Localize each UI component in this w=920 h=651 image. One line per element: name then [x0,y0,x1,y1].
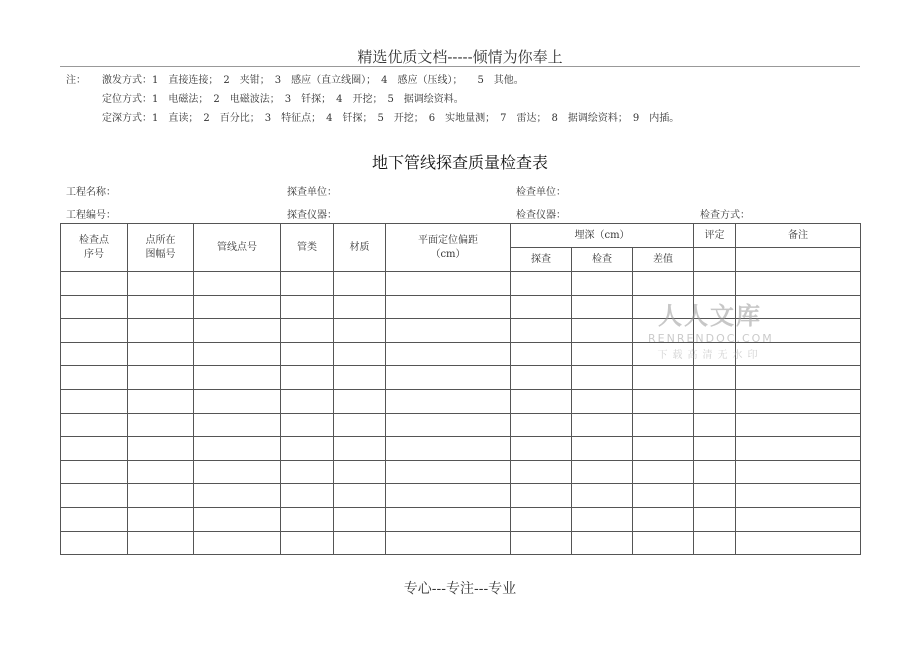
table-cell [572,507,633,531]
table-cell [633,272,694,296]
survey-unit-label: 探查单位： [287,187,337,198]
table-row [61,272,861,296]
table-cell [736,484,861,508]
table-cell [334,507,386,531]
table-cell [736,389,861,413]
table-cell [386,507,511,531]
header-remarks-sub [736,248,861,272]
table-cell [511,531,572,555]
table-cell [736,507,861,531]
table-cell [334,484,386,508]
table-cell [572,460,633,484]
table-cell [694,437,736,461]
project-number-label: 工程编号： [66,210,116,221]
check-instrument-label: 检查仪器： [516,210,566,221]
table-cell [633,389,694,413]
header-material: 材质 [334,224,386,272]
table-cell [281,437,334,461]
table-cell [386,389,511,413]
note-text-depth: 定深方式：1 直读； 2 百分比； 3 特征点； 4 钎探； 5 开挖； 6 实地量测； 7 雷达； 8 据调绘资料； 9 内插。 [102,113,680,124]
header-map-sheet-no: 点所在 图幅号 [128,224,194,272]
table-cell [128,366,194,390]
table-cell [694,460,736,484]
table-cell [633,295,694,319]
note-prefix: 注： [66,75,86,86]
table-cell [128,484,194,508]
document-title: 地下管线探查质量检查表 [371,153,548,172]
table-cell [572,272,633,296]
table-cell [61,437,128,461]
header-title: 精选优质文档-----倾情为你奉上 [357,48,563,66]
table-cell [334,342,386,366]
table-cell [281,389,334,413]
table-cell [694,389,736,413]
table-cell [386,413,511,437]
table-cell [736,272,861,296]
table-cell [736,531,861,555]
table-cell [633,413,694,437]
table-cell [128,295,194,319]
table-cell [694,319,736,343]
note-line-excitation [66,74,524,93]
table-cell [694,413,736,437]
table-cell [736,460,861,484]
table-cell [194,484,281,508]
table-cell [694,295,736,319]
table-cell [511,460,572,484]
table-cell [633,437,694,461]
table-cell [694,484,736,508]
header-depth-difference: 差值 [633,248,694,272]
table-cell [633,319,694,343]
table-cell [572,295,633,319]
table-cell [61,389,128,413]
table-row [61,531,861,555]
header-burial-depth: 埋深（cm） [511,224,694,248]
project-name-label: 工程名称： [66,187,116,198]
table-cell [281,319,334,343]
header-remarks: 备注 [736,224,861,248]
table-cell [694,507,736,531]
table-cell [128,531,194,555]
table-cell [194,389,281,413]
table-cell [281,484,334,508]
table-cell [633,342,694,366]
table-cell [572,413,633,437]
table-cell [194,295,281,319]
table-cell [572,366,633,390]
table-cell [194,319,281,343]
table-cell [194,507,281,531]
table-cell [386,342,511,366]
table-cell [61,531,128,555]
header-pipeline-point-no: 管线点号 [194,224,281,272]
table-cell [194,342,281,366]
table-cell [61,413,128,437]
table-cell [194,437,281,461]
table-cell [128,413,194,437]
check-unit-label: 检查单位： [516,187,566,198]
header-evaluation-sub [694,248,736,272]
table-row [61,319,861,343]
table-cell [334,413,386,437]
table-cell [281,531,334,555]
table-row [61,437,861,461]
table-cell [334,531,386,555]
table-row [61,484,861,508]
table-cell [61,366,128,390]
note-line-depth [66,112,680,131]
table-cell [334,319,386,343]
table-cell [61,295,128,319]
table-cell [194,272,281,296]
table-cell [386,531,511,555]
table-cell [511,437,572,461]
table-cell [194,413,281,437]
table-cell [572,319,633,343]
table-cell [128,389,194,413]
table-cell [281,413,334,437]
table-cell [334,389,386,413]
watermark-logo: 人人文库 [658,302,762,330]
table-cell [281,295,334,319]
watermark-site: RENRENDOC.COM [648,332,774,345]
table-cell [334,366,386,390]
table-cell [61,342,128,366]
header-plane-deviation: 平面定位偏距 （cm） [386,224,511,272]
table-cell [128,342,194,366]
header-check-point-no: 检查点 序号 [61,224,128,272]
table-cell [386,295,511,319]
table-cell [281,342,334,366]
table-cell [572,437,633,461]
table-row [61,389,861,413]
table-row [61,460,861,484]
notes-block [66,74,680,131]
table-cell [128,272,194,296]
table-cell [511,319,572,343]
header-depth-check: 检查 [572,248,633,272]
table-cell [128,507,194,531]
watermark-tagline: 下载高清无水印 [657,350,763,361]
table-cell [572,389,633,413]
table-row [61,507,861,531]
table-cell [511,342,572,366]
table-cell [511,484,572,508]
header-divider [60,66,860,67]
table-row [61,366,861,390]
table-cell [386,319,511,343]
table-cell [511,507,572,531]
table-cell [281,460,334,484]
table-cell [194,531,281,555]
table-cell [633,507,694,531]
note-text-excitation: 激发方式：1 直接连接； 2 夹钳； 3 感应（直立线圈）； 4 感应（压线）； 5 其他。 [102,75,524,86]
table-row [61,295,861,319]
table-cell [633,531,694,555]
table-cell [386,460,511,484]
table-body [61,272,861,555]
table-cell [334,272,386,296]
table-cell [61,319,128,343]
table-cell [736,295,861,319]
table-cell [386,366,511,390]
check-method-label: 检查方式： [700,210,750,221]
table-cell [694,342,736,366]
table-cell [281,366,334,390]
table-cell [281,507,334,531]
table-cell [511,295,572,319]
table-cell [386,272,511,296]
table-cell [572,531,633,555]
table-cell [633,366,694,390]
table-cell [633,484,694,508]
table-cell [128,319,194,343]
table-cell [61,272,128,296]
note-line-positioning [66,93,464,112]
table-row [61,413,861,437]
table-cell [386,484,511,508]
table-cell [736,319,861,343]
table-cell [572,484,633,508]
table-cell [194,366,281,390]
table-cell [633,460,694,484]
table-cell [511,272,572,296]
table-cell [736,342,861,366]
table-cell [61,507,128,531]
quality-check-table [60,223,861,555]
note-text-positioning: 定位方式：1 电磁法； 2 电磁波法； 3 钎探； 4 开挖； 5 据调绘资料。 [102,94,464,105]
table-cell [694,531,736,555]
table-cell [511,366,572,390]
survey-instrument-label: 探查仪器： [287,210,337,221]
table-cell [572,342,633,366]
table-cell [334,295,386,319]
table-cell [511,389,572,413]
table-cell [511,413,572,437]
table-cell [334,437,386,461]
table-cell [386,437,511,461]
table-cell [694,366,736,390]
table-cell [128,460,194,484]
table-cell [281,272,334,296]
table-cell [736,413,861,437]
header-evaluation: 评定 [694,224,736,248]
table-cell [694,272,736,296]
header-pipe-type: 管类 [281,224,334,272]
table-row [61,342,861,366]
table-cell [128,437,194,461]
table-cell [61,460,128,484]
table-cell [194,460,281,484]
table-cell [736,366,861,390]
table-cell [61,484,128,508]
footer-text: 专心---专注---专业 [403,581,517,597]
table-cell [334,460,386,484]
header-depth-survey: 探查 [511,248,572,272]
table-cell [736,437,861,461]
